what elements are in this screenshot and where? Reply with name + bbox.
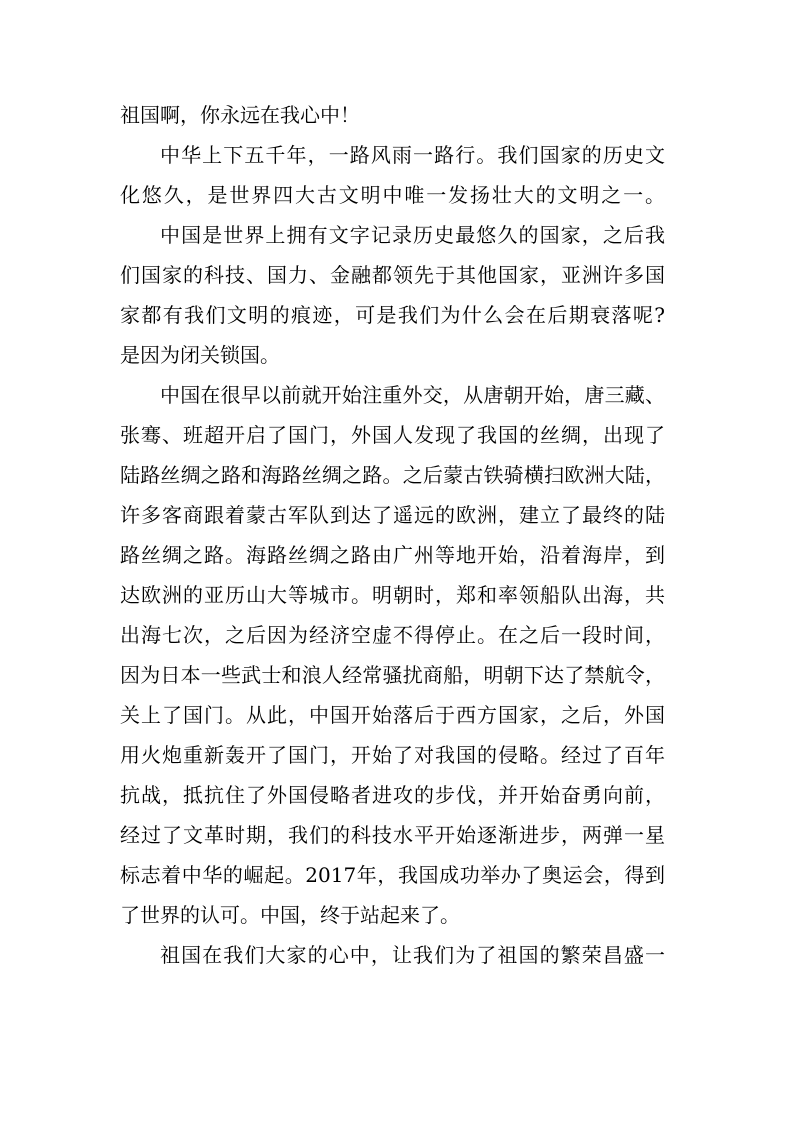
paragraph-line: 化悠久，是世界四大古文明中唯一发扬壮大的文明之一。 (120, 183, 665, 207)
paragraph-line: 中华上下五千年，一路风雨一路行。我们国家的历史文 (160, 143, 665, 167)
paragraph-line: 了世界的认可。中国，终于站起来了。 (120, 903, 460, 927)
essay-body (120, 95, 665, 975)
paragraph-line: 陆路丝绸之路和海路丝绸之路。之后蒙古铁骑横扫欧洲大陆， (120, 463, 665, 487)
paragraph-line: 用火炮重新轰开了国门，开始了对我国的侵略。经过了百年 (120, 743, 665, 767)
paragraph-line: 中国在很早以前就开始注重外交，从唐朝开始，唐三藏、 (160, 383, 665, 407)
paragraph-line: 因为日本一些武士和浪人经常骚扰商船，明朝下达了禁航令， (120, 663, 665, 687)
paragraph-line: 祖国啊，你永远在我心中！ (120, 103, 360, 127)
paragraph-line: 是因为闭关锁国。 (120, 343, 280, 367)
paragraph-line: 出海七次，之后因为经济空虚不得停止。在之后一段时间， (120, 623, 665, 647)
paragraph-line: 达欧洲的亚历山大等城市。明朝时，郑和率领船队出海，共 (120, 583, 665, 607)
paragraph-line: 许多客商跟着蒙古军队到达了遥远的欧洲，建立了最终的陆 (120, 503, 665, 527)
paragraph-line: 经过了文革时期，我们的科技水平开始逐渐进步，两弹一星 (120, 823, 665, 847)
paragraph-line: 路丝绸之路。海路丝绸之路由广州等地开始，沿着海岸，到 (120, 543, 665, 567)
paragraph-line: 家都有我们文明的痕迹，可是我们为什么会在后期衰落呢? (120, 303, 665, 327)
paragraph-line: 标志着中华的崛起。2017年，我国成功举办了奥运会，得到 (120, 863, 665, 887)
paragraph-line: 关上了国门。从此，中国开始落后于西方国家，之后，外国 (120, 703, 665, 727)
paragraph-line: 中国是世界上拥有文字记录历史最悠久的国家，之后我 (160, 223, 665, 247)
paragraph-line: 抗战，抵抗住了外国侵略者进攻的步伐，并开始奋勇向前， (120, 783, 665, 807)
paragraph-line: 张骞、班超开启了国门，外国人发现了我国的丝绸，出现了 (120, 423, 665, 447)
paragraph-line: 们国家的科技、国力、金融都领先于其他国家，亚洲许多国 (120, 263, 665, 287)
paragraph-line: 祖国在我们大家的心中，让我们为了祖国的繁荣昌盛一 (160, 943, 665, 967)
